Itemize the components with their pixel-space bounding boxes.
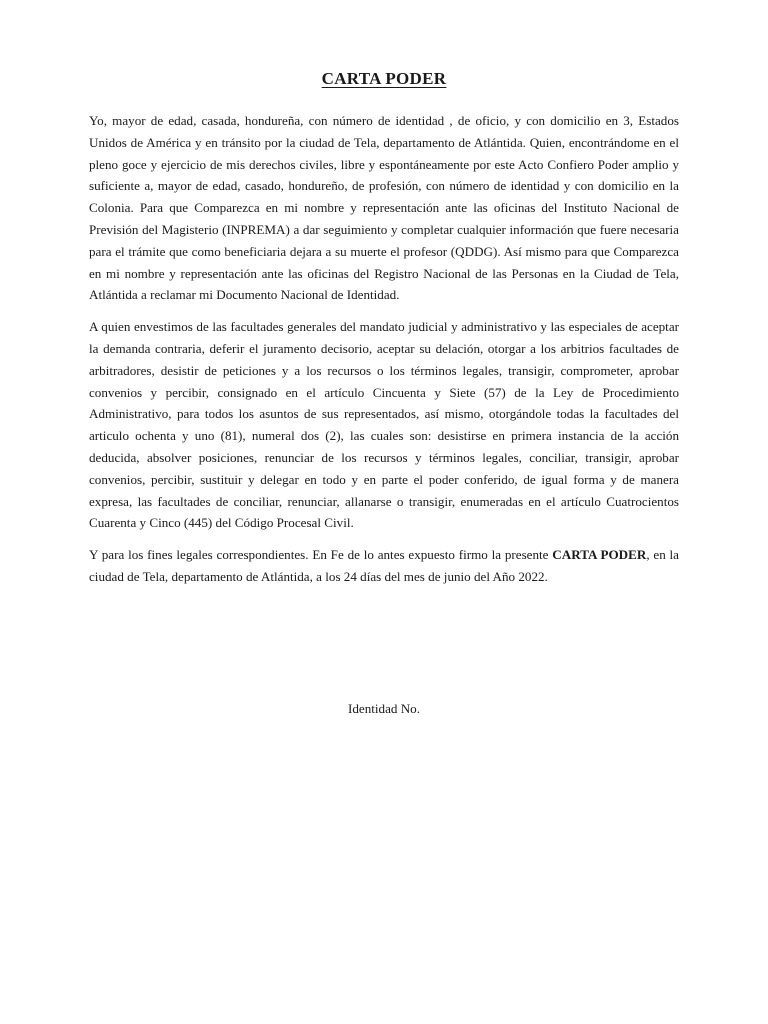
paragraph-closing [89, 544, 679, 588]
closing-text-start: Y para los fines legales correspondientes. En Fe de lo antes expuesto firmo la presente [89, 547, 553, 563]
closing-text-end: , en la ciudad de Tela, departamento de Atlántida, a los 24 días del mes de junio del Año 2022. [89, 547, 679, 584]
signature-identity-label: Identidad No. [348, 701, 420, 716]
closing-bold-title: CARTA PODER [552, 547, 647, 563]
document-title: CARTA PODER [321, 69, 447, 88]
paragraph-grant-of-power: Yo, mayor de edad, casada, hondureña, con número de identidad , de oficio, y con domicilio en 3, Estados Unidos de América y en tránsito por la ciudad de Tela, departamento de Atlántida. Quien, encontrándome en el pleno goce y ejercicio de mis derechos civiles, libre y espontáneamente por este Acto Confiero Poder amplio y suficiente a, mayor de edad, casado, hondureño, de profesión, con número de identidad y con domicilio en la Colonia. Para que Comparezca en mi nombre y representación ante las oficinas del Instituto Nacional de Previsión del Magisterio (INPREMA) a dar seguimiento y completar cualquier información que fuere necesaria para el trámite que como beneficiaria dejara a su muerte el profesor (QDDG). Así mismo para que Comparezca en mi nombre y representación ante las oficinas del Registro Nacional de las Personas en la Ciudad de Tela, Atlántida a reclamar mi Documento Nacional de Identidad. [89, 113, 679, 303]
paragraph-faculties: A quien envestimos de las facultades generales del mandato judicial y administrativo y las especiales de aceptar la demanda contraria, deferir el juramento decisorio, aceptar su delación, otorgar a los arbitrios facultades de arbitradores, desistir de peticiones y a los recursos o los términos legales, transigir, comprometer, aprobar convenios y percibir, consignado en el artículo Cincuenta y Siete (57) de la Ley de Procedimiento Administrativo, para todos los asuntos de sus representados, así mismo, otorgándole todas la facultades del articulo ochenta y uno (81), numeral dos (2), las cuales son: desistirse en primera instancia de la acción deducida, absolver posiciones, renunciar de los recursos y términos legales, conciliar, transigir, aprobar convenios, percibir, sustituir y delegar en todo y en parte el poder conferido, de igual forma y de manera expresa, las facultades de conciliar, renunciar, allanarse o transigir, enumeradas en el artículo Cuatrocientos Cuarenta y Cinco (445) del Código Procesal Civil. [89, 319, 679, 531]
